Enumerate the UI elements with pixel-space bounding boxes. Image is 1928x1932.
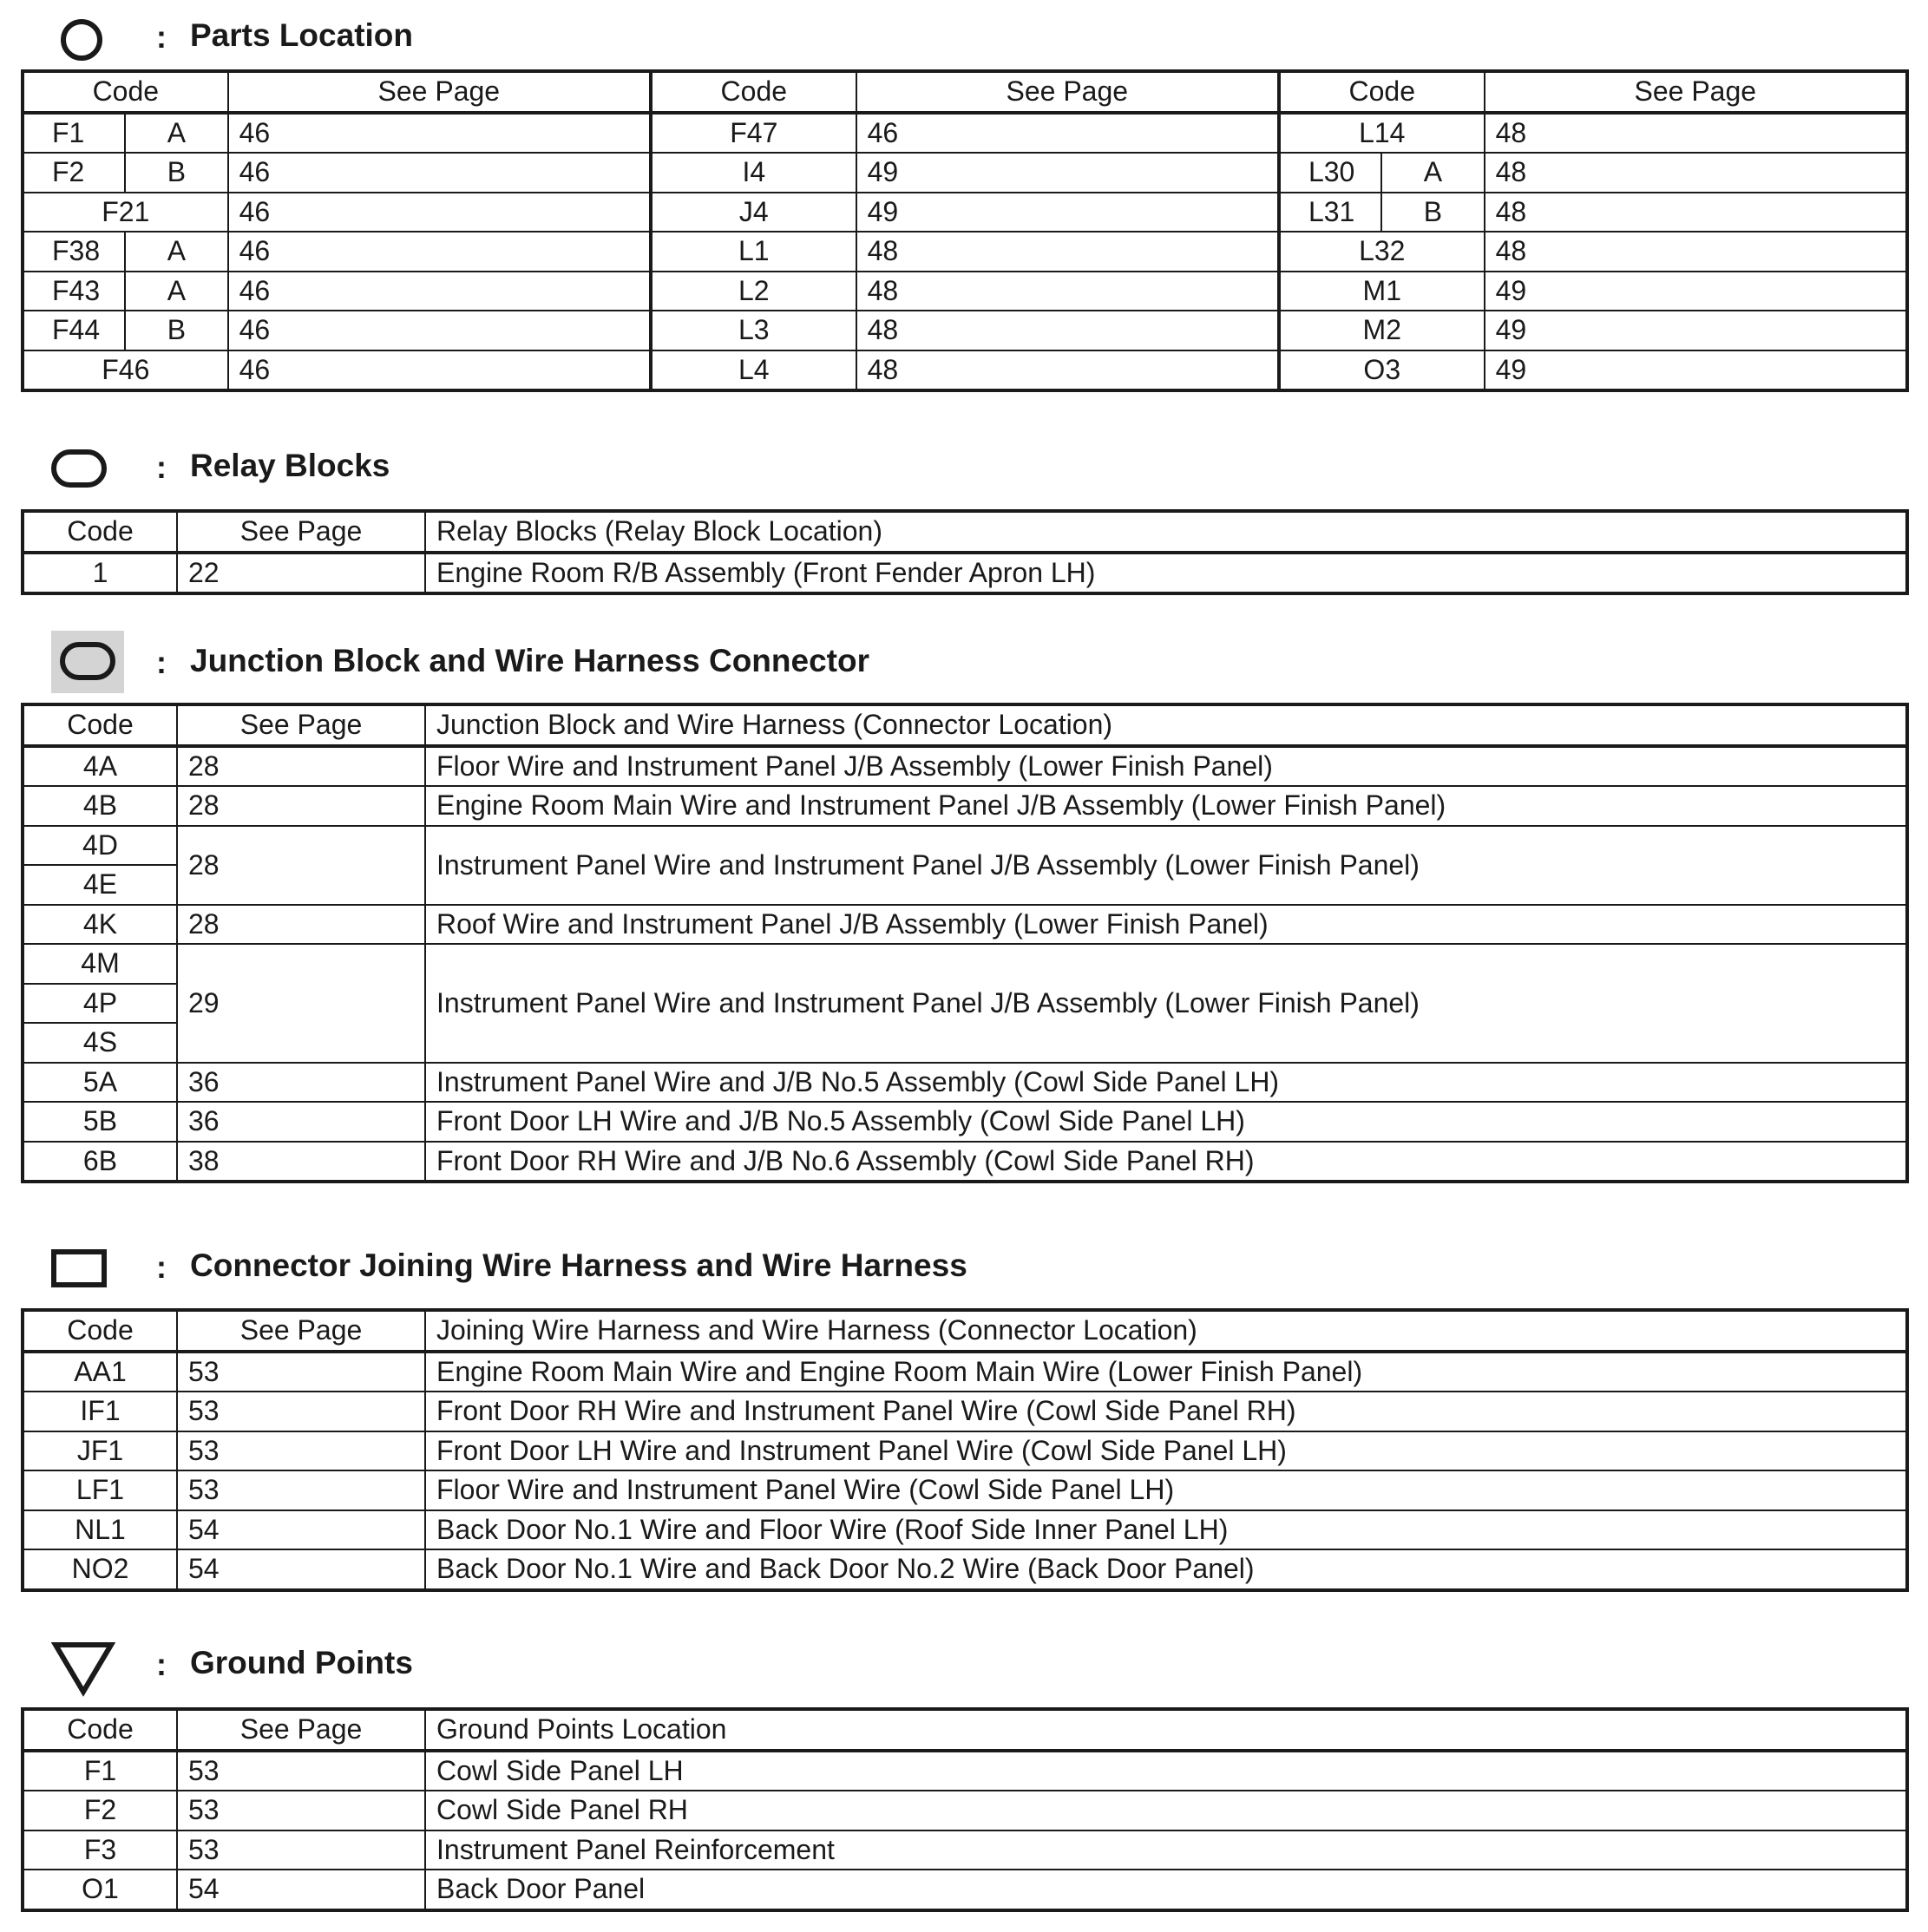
- header-code: Code: [23, 511, 177, 553]
- joining-connector-table: [21, 1308, 1909, 1592]
- code-cell: F2: [23, 153, 125, 193]
- code-cell: NO2: [23, 1549, 177, 1590]
- header-code: Code: [23, 71, 228, 113]
- table-row: [23, 232, 1907, 272]
- page-cell: 46: [228, 153, 651, 193]
- code-cell: 1: [23, 553, 177, 594]
- section-title: Connector Joining Wire Harness and Wire Harness: [190, 1248, 967, 1283]
- page-cell: 53: [177, 1470, 425, 1510]
- code-cell: F47: [651, 113, 856, 154]
- code-cell: L3: [651, 311, 856, 350]
- header-code: Code: [23, 704, 177, 746]
- description-cell: Roof Wire and Instrument Panel J/B Assembly (Lower Finish Panel): [425, 905, 1907, 945]
- header-see-page: See Page: [228, 71, 651, 113]
- page-cell: 53: [177, 1791, 425, 1830]
- code-cell: F3: [23, 1830, 177, 1870]
- table-row: [23, 1470, 1907, 1510]
- page-cell: 49: [1485, 350, 1907, 391]
- table-row: [23, 311, 1907, 350]
- table-row: [23, 944, 1907, 984]
- description-cell: Engine Room Main Wire and Engine Room Main Wire (Lower Finish Panel): [425, 1352, 1907, 1392]
- page-cell: 46: [228, 232, 651, 272]
- page-cell: 46: [228, 113, 651, 154]
- table-row: [23, 1063, 1907, 1103]
- page-cell: 48: [856, 232, 1279, 272]
- code-cell: 4A: [23, 746, 177, 787]
- sub-cell: A: [125, 232, 227, 272]
- table-row: [23, 153, 1907, 193]
- code-cell: F1: [23, 1751, 177, 1791]
- table-row: [23, 746, 1907, 787]
- table-header-row: [23, 511, 1907, 553]
- page-cell: 48: [856, 272, 1279, 311]
- header-see-page: See Page: [177, 1709, 425, 1751]
- section-header-ground-points: [0, 1634, 1215, 1695]
- description-cell: Floor Wire and Instrument Panel Wire (Cowl Side Panel LH): [425, 1470, 1907, 1510]
- page-cell: 46: [228, 193, 651, 232]
- code-cell: F44: [23, 311, 125, 350]
- code-cell: L1: [651, 232, 856, 272]
- section-title: Relay Blocks: [190, 448, 390, 483]
- header-description: Relay Blocks (Relay Block Location): [425, 511, 1907, 553]
- table-row: [23, 1751, 1907, 1791]
- table-row: [23, 786, 1907, 826]
- section-title: Junction Block and Wire Harness Connector: [190, 643, 869, 678]
- code-cell: L30: [1279, 153, 1381, 193]
- colon: :: [156, 19, 167, 55]
- page-cell: 46: [856, 113, 1279, 154]
- code-cell: 5B: [23, 1102, 177, 1142]
- description-cell: Front Door RH Wire and Instrument Panel Wire (Cowl Side Panel RH): [425, 1392, 1907, 1431]
- page-cell: 48: [1485, 193, 1907, 232]
- relay-blocks-table: [21, 509, 1909, 595]
- page-cell: 48: [856, 350, 1279, 391]
- code-cell: M1: [1279, 272, 1485, 311]
- sub-cell: B: [125, 311, 227, 350]
- page-cell: 48: [1485, 153, 1907, 193]
- table-row: [23, 1352, 1907, 1392]
- code-cell: O3: [1279, 350, 1485, 391]
- code-cell: M2: [1279, 311, 1485, 350]
- code-cell: IF1: [23, 1392, 177, 1431]
- table-row: [23, 272, 1907, 311]
- code-cell: J4: [651, 193, 856, 232]
- sub-cell: A: [125, 113, 227, 154]
- page-cell: 46: [228, 311, 651, 350]
- sub-cell: A: [125, 272, 227, 311]
- page-cell: 49: [856, 153, 1279, 193]
- description-cell: Instrument Panel Wire and Instrument Panel J/B Assembly (Lower Finish Panel): [425, 944, 1907, 1063]
- code-cell: 4E: [23, 865, 177, 905]
- page-cell: 28: [177, 746, 425, 787]
- description-cell: Front Door LH Wire and Instrument Panel Wire (Cowl Side Panel LH): [425, 1431, 1907, 1471]
- code-cell: L14: [1279, 113, 1485, 154]
- table-row: [23, 1830, 1907, 1870]
- table-row: [23, 1142, 1907, 1182]
- header-see-page: See Page: [177, 704, 425, 746]
- code-cell: LF1: [23, 1470, 177, 1510]
- page-cell: 48: [1485, 113, 1907, 154]
- code-cell: 4M: [23, 944, 177, 984]
- page-cell: 54: [177, 1870, 425, 1910]
- sub-cell: A: [1381, 153, 1484, 193]
- page-cell: 48: [856, 311, 1279, 350]
- description-cell: Front Door LH Wire and J/B No.5 Assembly (Cowl Side Panel LH): [425, 1102, 1907, 1142]
- colon: :: [156, 1249, 167, 1285]
- code-cell: F43: [23, 272, 125, 311]
- table-row: [23, 826, 1907, 866]
- header-see-page: See Page: [1485, 71, 1907, 113]
- section-header-parts-location: [0, 7, 1215, 68]
- code-cell: AA1: [23, 1352, 177, 1392]
- circle-icon: [59, 17, 104, 62]
- table-row: [23, 905, 1907, 945]
- colon: :: [156, 645, 167, 680]
- section-header-junction-block: [0, 631, 1215, 691]
- page-cell: 28: [177, 826, 425, 905]
- code-cell: 5A: [23, 1063, 177, 1103]
- page-cell: 49: [1485, 311, 1907, 350]
- header-description: Ground Points Location: [425, 1709, 1907, 1751]
- code-cell: F1: [23, 113, 125, 154]
- colon: :: [156, 449, 167, 485]
- page-cell: 54: [177, 1510, 425, 1550]
- table-row: [23, 1102, 1907, 1142]
- table-row: [23, 350, 1907, 391]
- code-cell: F21: [23, 193, 228, 232]
- description-cell: Cowl Side Panel LH: [425, 1751, 1907, 1791]
- sub-cell: B: [1381, 193, 1484, 232]
- header-code: Code: [23, 1310, 177, 1352]
- code-cell: L4: [651, 350, 856, 391]
- sub-cell: B: [125, 153, 227, 193]
- page-cell: 29: [177, 944, 425, 1063]
- description-cell: Engine Room R/B Assembly (Front Fender Apron LH): [425, 553, 1907, 594]
- header-see-page: See Page: [856, 71, 1279, 113]
- description-cell: Cowl Side Panel RH: [425, 1791, 1907, 1830]
- code-cell: L31: [1279, 193, 1381, 232]
- code-cell: L32: [1279, 232, 1485, 272]
- description-cell: Instrument Panel Wire and Instrument Panel J/B Assembly (Lower Finish Panel): [425, 826, 1907, 905]
- code-cell: 4B: [23, 786, 177, 826]
- page-cell: 36: [177, 1063, 425, 1103]
- table-row: [23, 1392, 1907, 1431]
- page-cell: 36: [177, 1102, 425, 1142]
- table-header-row: [23, 1709, 1907, 1751]
- description-cell: Instrument Panel Reinforcement: [425, 1830, 1907, 1870]
- code-cell: 4K: [23, 905, 177, 945]
- description-cell: Back Door No.1 Wire and Back Door No.2 Wire (Back Door Panel): [425, 1549, 1907, 1590]
- parts-location-table: [21, 69, 1909, 392]
- code-cell: F38: [23, 232, 125, 272]
- header-code: Code: [651, 71, 856, 113]
- page-cell: 53: [177, 1751, 425, 1791]
- page-cell: 28: [177, 905, 425, 945]
- code-cell: O1: [23, 1870, 177, 1910]
- table-row: [23, 113, 1907, 154]
- page-cell: 53: [177, 1352, 425, 1392]
- triangle-down-icon: [50, 1640, 116, 1697]
- description-cell: Front Door RH Wire and J/B No.6 Assembly (Cowl Side Panel RH): [425, 1142, 1907, 1182]
- page-cell: 46: [228, 272, 651, 311]
- code-cell: F46: [23, 350, 228, 391]
- code-cell: L2: [651, 272, 856, 311]
- table-header-row: [23, 704, 1907, 746]
- description-cell: Back Door Panel: [425, 1870, 1907, 1910]
- code-cell: JF1: [23, 1431, 177, 1471]
- table-header-row: [23, 1310, 1907, 1352]
- page-cell: 54: [177, 1549, 425, 1590]
- code-cell: F2: [23, 1791, 177, 1830]
- header-code: Code: [1279, 71, 1485, 113]
- page-cell: 22: [177, 553, 425, 594]
- ground-points-table: [21, 1707, 1909, 1912]
- description-cell: Floor Wire and Instrument Panel J/B Assembly (Lower Finish Panel): [425, 746, 1907, 787]
- section-title: Ground Points: [190, 1645, 413, 1680]
- table-row: [23, 193, 1907, 232]
- description-cell: Instrument Panel Wire and J/B No.5 Assembly (Cowl Side Panel LH): [425, 1063, 1907, 1103]
- table-row: [23, 1549, 1907, 1590]
- section-title: Parts Location: [190, 17, 413, 53]
- table-row: [23, 1791, 1907, 1830]
- section-header-joining-connector: [0, 1237, 1215, 1298]
- header-code: Code: [23, 1709, 177, 1751]
- header-see-page: See Page: [177, 1310, 425, 1352]
- square-icon: [50, 1248, 108, 1291]
- page-cell: 28: [177, 786, 425, 826]
- shaded-rounded-rect-icon: [51, 631, 124, 693]
- code-cell: 6B: [23, 1142, 177, 1182]
- description-cell: Engine Room Main Wire and Instrument Panel J/B Assembly (Lower Finish Panel): [425, 786, 1907, 826]
- code-cell: 4P: [23, 984, 177, 1024]
- code-cell: I4: [651, 153, 856, 193]
- table-row: [23, 1431, 1907, 1471]
- page-cell: 46: [228, 350, 651, 391]
- page-cell: 48: [1485, 232, 1907, 272]
- header-description: Junction Block and Wire Harness (Connector Location): [425, 704, 1907, 746]
- header-see-page: See Page: [177, 511, 425, 553]
- junction-block-table: [21, 703, 1909, 1183]
- table-header-row: [23, 71, 1907, 113]
- description-cell: Back Door No.1 Wire and Floor Wire (Roof Side Inner Panel LH): [425, 1510, 1907, 1550]
- table-row: [23, 1870, 1907, 1910]
- page-cell: 53: [177, 1830, 425, 1870]
- page-cell: 49: [1485, 272, 1907, 311]
- code-cell: 4D: [23, 826, 177, 866]
- code-cell: 4S: [23, 1023, 177, 1063]
- colon: :: [156, 1647, 167, 1682]
- header-description: Joining Wire Harness and Wire Harness (Connector Location): [425, 1310, 1907, 1352]
- page-cell: 53: [177, 1431, 425, 1471]
- code-cell: NL1: [23, 1510, 177, 1550]
- page-cell: 49: [856, 193, 1279, 232]
- section-header-relay-blocks: [0, 437, 1215, 498]
- page-cell: 38: [177, 1142, 425, 1182]
- rounded-rect-icon: [50, 448, 108, 491]
- table-row: [23, 553, 1907, 594]
- table-row: [23, 1510, 1907, 1550]
- page-cell: 53: [177, 1392, 425, 1431]
